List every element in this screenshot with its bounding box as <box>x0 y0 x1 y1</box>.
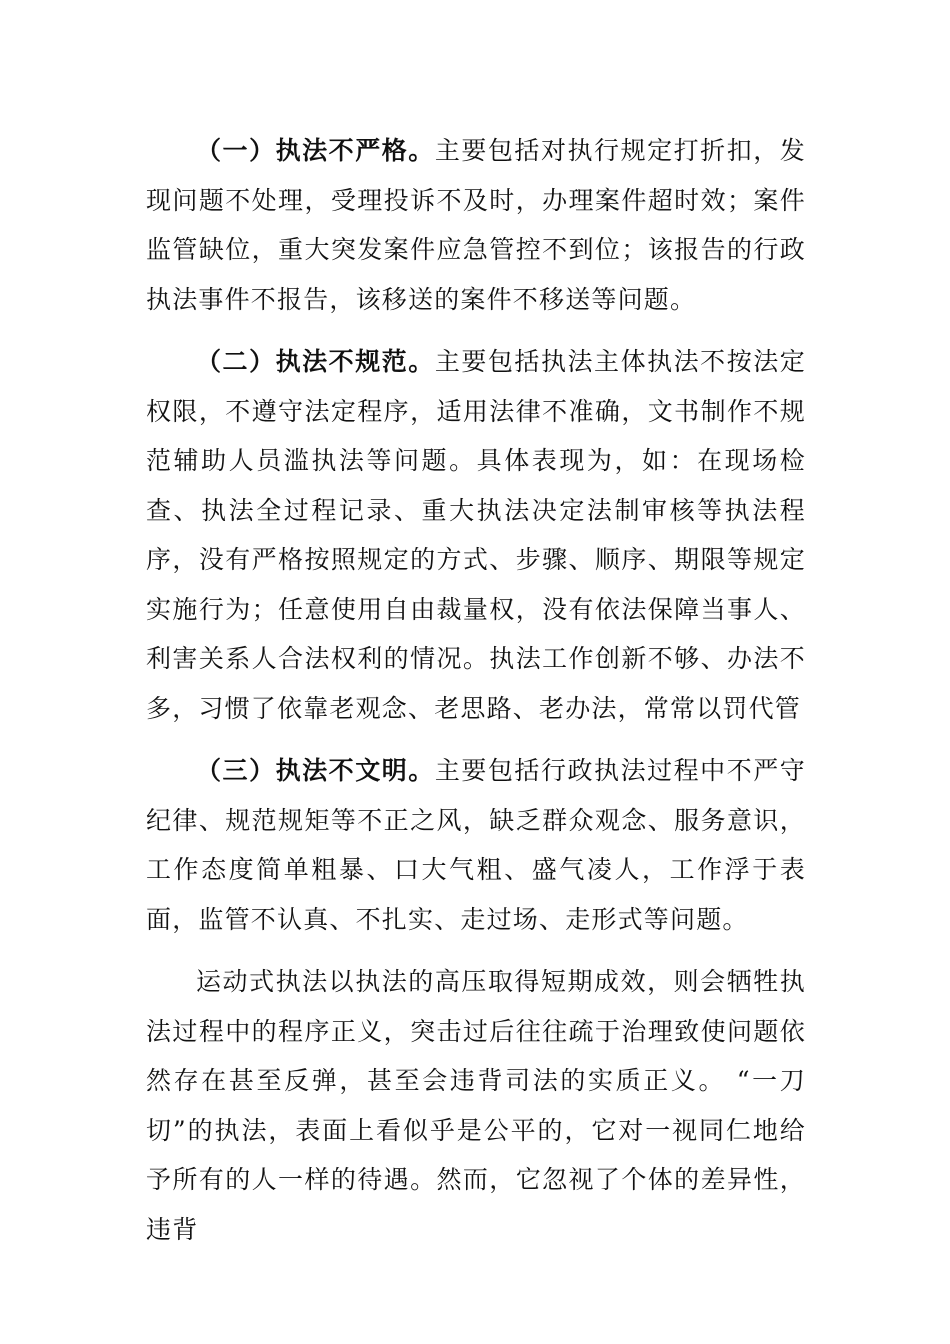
document-page <box>146 126 806 1254</box>
section-paragraph-1 <box>146 126 806 324</box>
body-paragraph-4 <box>146 957 806 1254</box>
section-paragraph-2 <box>146 337 806 733</box>
section-body-1: 主要包括对执行规定打折扣，发现问题不处理，受理投诉不及时，办理案件超时效；案件监管缺位，重大突发案件应急管控不到位；该报告的行政执法事件不报告，该移送的案件不移送等问题。 <box>146 136 806 314</box>
section-paragraph-3 <box>146 746 806 944</box>
section-heading-2: （二）执法不规范。 <box>196 347 435 376</box>
paragraph-body-4: 运动式执法以执法的高压取得短期成效，则会牺牲执法过程中的程序正义，突击过后往往疏于治理致使问题依然存在甚至反弹，甚至会违背司法的实质正义。 “一刀切”的执法，表面上看似乎是公平的，它对一视同仁地给予所有的人一样的待遇。然而，它忽视了个体的差异性，违背 <box>146 967 806 1244</box>
section-body-2: 主要包括执法主体执法不按法定权限，不遵守法定程序，适用法律不准确，文书制作不规范辅助人员滥执法等问题。具体表现为，如：在现场检查、执法全过程记录、重大执法决定法制审核等执法程序，没有严格按照规定的方式、步骤、顺序、期限等规定实施行为；任意使用自由裁量权，没有依法保障当事人、利害关系人合法权利的情况。执法工作创新不够、办法不多，习惯了依靠老观念、老思路、老办法，常常以罚代管 <box>146 347 806 723</box>
section-heading-3: （三）执法不文明。 <box>196 756 435 785</box>
section-heading-1: （一）执法不严格。 <box>196 136 435 165</box>
section-body-3: 主要包括行政执法过程中不严守纪律、规范规矩等不正之风，缺乏群众观念、服务意识，工作态度简单粗暴、口大气粗、盛气凌人，工作浮于表面，监管不认真、不扎实、走过场、走形式等问题。 <box>146 756 806 934</box>
